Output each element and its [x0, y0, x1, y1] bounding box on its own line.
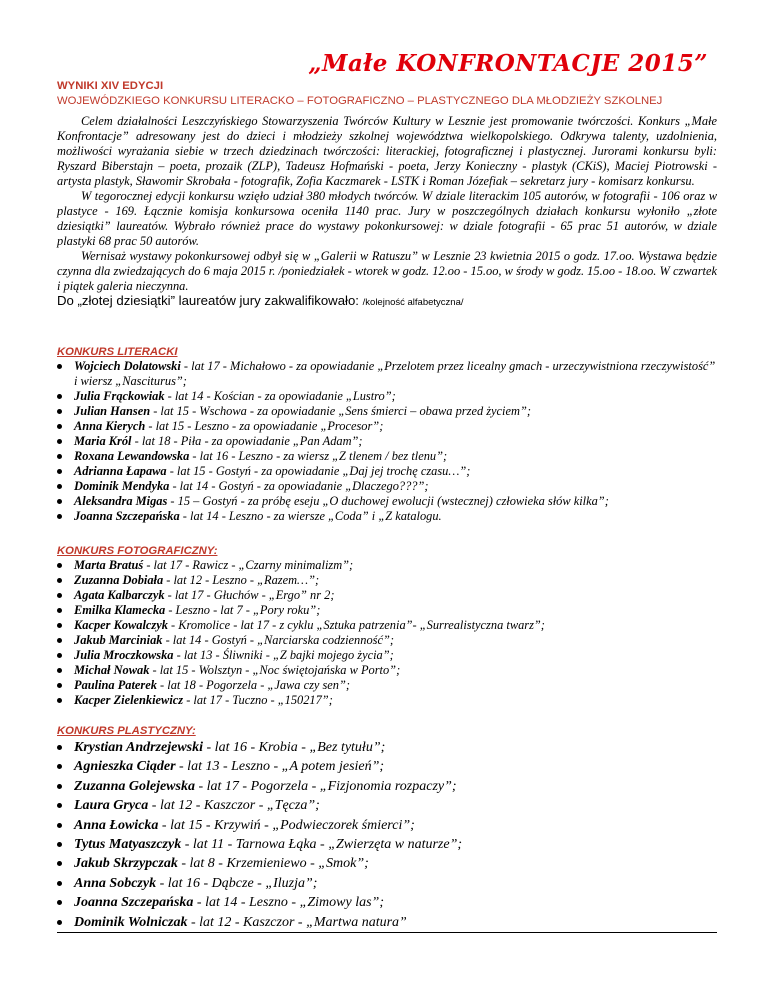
- laureate-details: - 15 – Gostyń - za próbę eseju „O duchowej ewolucji (wstecznej) człowieka słów kilka”;: [167, 494, 609, 508]
- laureate-item: [57, 648, 717, 663]
- laureate-name: Dominik Wolniczak: [74, 914, 188, 930]
- bullet-icon: [57, 424, 62, 429]
- laureate-list: [57, 738, 717, 932]
- laureate-details: - lat 17 - Głuchów - „Ergo” nr 2;: [164, 588, 335, 602]
- laureate-item: [57, 588, 717, 603]
- laureate-name: Laura Gryca: [74, 798, 149, 814]
- laureate-item: [57, 874, 717, 893]
- intro-paragraph: W tegorocznej edycji konkursu wzięło udział 380 młodych twórców. W dziale literackim 105 autorów, w fotografii - 106 oraz w plastyce - 169. Łącznie komisja konkursowa oceniła 1140 prac. Jury w poszczególnych działach konkursu wyłoniło „złote dziesiątki” laureatów. Wybrało również prace do wystawy pokonkursowej: w dziale fotografii - 65 prac 51 autorów, w dziale plastyki 68 prac 50 autorów.: [57, 189, 717, 248]
- laureate-details: - lat 15 - Wolsztyn - „Noc świętojańska w Porto”;: [149, 663, 401, 677]
- laureate-name: Emilka Klamecka: [74, 603, 166, 617]
- section-heading: KONKURS LITERACKI: [57, 346, 178, 358]
- bullet-icon: [57, 900, 62, 905]
- qualified-line: [57, 293, 464, 308]
- laureate-details: - lat 15 - Gostyń - za opowiadanie „Daj jej trochę czasu…”;: [166, 464, 471, 478]
- laureate-name: Joanna Szczepańska: [74, 895, 194, 911]
- laureate-details: - lat 17 - Rawicz - „Czarny minimalizm”;: [143, 558, 354, 572]
- laureate-details: - lat 17 - Tuczno - „150217”;: [183, 693, 333, 707]
- laureate-name: Anna Łowicka: [74, 817, 159, 833]
- laureate-details: - Kromolice - lat 17 - z cyklu „Sztuka patrzenia”- „Surrealistyczna twarz”;: [167, 618, 545, 632]
- laureate-details: - lat 17 - Michałowo - za opowiadanie „Przelotem przez licealny gmach - urzeczywistniona rzeczywistość” i wiersz „Nasciturus”;: [74, 359, 716, 388]
- laureate-item: [57, 854, 717, 873]
- laureate-list: [57, 359, 717, 524]
- laureate-item: [57, 633, 717, 648]
- bullet-icon: [57, 593, 62, 598]
- laureate-item: [57, 434, 717, 449]
- contest-subheading: WOJEWÓDZKIEGO KONKURSU LITERACKO – FOTOGRAFICZNO – PLASTYCZNEGO DLA MŁODZIEŻY SZKOLNEJ: [57, 95, 663, 107]
- bullet-icon: [57, 454, 62, 459]
- bullet-icon: [57, 638, 62, 643]
- bullet-icon: [57, 803, 62, 808]
- laureate-name: Maria Król: [74, 434, 132, 448]
- laureate-name: Zuzanna Golejewska: [74, 778, 195, 794]
- laureate-item: [57, 359, 717, 389]
- bullet-icon: [57, 469, 62, 474]
- laureate-name: Joanna Szczepańska: [74, 509, 180, 523]
- laureate-details: - lat 14 - Leszno - „Zimowy las”;: [193, 895, 384, 911]
- laureate-details: - lat 13 - Leszno - „A potem jesień”;: [175, 759, 385, 775]
- laureate-name: Zuzanna Dobiała: [74, 573, 164, 587]
- laureate-name: Paulina Paterek: [74, 678, 157, 692]
- laureate-item: [57, 404, 717, 419]
- bullet-icon: [57, 439, 62, 444]
- bullet-icon: [57, 764, 62, 769]
- laureate-details: - lat 15 - Leszno - za opowiadanie „Procesor”;: [145, 419, 384, 433]
- qualified-note: /kolejność alfabetyczna/: [362, 297, 464, 308]
- laureate-details: - lat 11 - Tarnowa Łąka - „Zwierzęta w naturze”;: [181, 837, 463, 853]
- bullet-icon: [57, 842, 62, 847]
- laureate-name: Tytus Matyaszczyk: [74, 837, 182, 853]
- laureate-list: [57, 558, 717, 708]
- laureate-name: Krystian Andrzejewski: [74, 740, 204, 755]
- bullet-icon: [57, 394, 62, 399]
- bullet-icon: [57, 578, 62, 583]
- laureate-name: Roxana Lewandowska: [74, 449, 190, 463]
- laureate-item: [57, 738, 717, 757]
- laureate-details: - lat 17 - Pogorzela - „Fizjonomia rozpaczy”;: [194, 778, 457, 794]
- laureate-item: [57, 419, 717, 434]
- bullet-icon: [57, 514, 62, 519]
- laureate-item: [57, 573, 717, 588]
- laureate-details: - lat 12 - Leszno - „Razem…”;: [163, 573, 320, 587]
- bottom-divider: [57, 932, 717, 933]
- intro-paragraph: Celem działalności Leszczyńskiego Stowarzyszenia Twórców Kultury w Lesznie jest promowanie twórczości. Konkurs „Małe Konfrontacje” adresowany jest do dzieci i młodzieży szkolnej województwa wielkopolskiego. Odkrywa talenty, uzdolnienia, możliwości wyrażania siebie w trzech dziedzinach twórczości: literackiej, fotograficznej i plastycznej. Jurorami konkursu byli: Ryszard Biberstajn – poeta, prozaik (ZLP), Tadeusz Hofmański - poeta, Jerzy Konieczny - plastyk (CKiS), Maciej Piotrowski - artysta plastyk, Sławomir Skrobała - fotografik, Zofia Kaczmarek - LSTK i Roman Józefiak – sekretarz jury - komisarz konkursu.: [57, 114, 717, 188]
- section-heading: KONKURS PLASTYCZNY:: [57, 725, 196, 737]
- laureate-name: Kacper Zielenkiewicz: [74, 693, 184, 707]
- bullet-icon: [57, 683, 62, 688]
- laureate-details: - lat 18 - Piła - za opowiadanie „Pan Adam”;: [131, 434, 363, 448]
- laureate-details: - lat 12 - Kaszczor - „Tęcza”;: [148, 798, 320, 814]
- laureate-name: Jakub Marciniak: [74, 633, 163, 647]
- laureate-name: Julian Hansen: [74, 404, 151, 418]
- laureate-item: [57, 693, 717, 708]
- laureate-details: - lat 14 - Kościan - za opowiadanie „Lustro”;: [164, 389, 396, 403]
- laureate-details: - lat 14 - Gostyń - za opowiadanie „Dlaczego???”;: [169, 479, 429, 493]
- laureate-name: Michał Nowak: [74, 663, 150, 677]
- bullet-icon: [57, 409, 62, 414]
- laureate-name: Adrianna Łapawa: [74, 464, 167, 478]
- laureate-item: [57, 663, 717, 678]
- qualified-text: Do „złotej dziesiątki” laureatów jury zakwalifikowało:: [57, 293, 359, 308]
- laureate-name: Dominik Mendyka: [74, 479, 170, 493]
- laureate-details: - lat 15 - Wschowa - za opowiadanie „Sens śmierci – obawa przed życiem”;: [150, 404, 531, 418]
- laureate-name: Julia Mroczkowska: [74, 648, 174, 662]
- document-title: „Małe KONFRONTACJE 2015”: [308, 50, 708, 77]
- laureate-item: [57, 678, 717, 693]
- laureate-item: [57, 464, 717, 479]
- laureate-details: - lat 8 - Krzemieniewo - „Smok”;: [177, 856, 369, 872]
- bullet-icon: [57, 698, 62, 703]
- laureate-item: [57, 479, 717, 494]
- laureate-details: - lat 18 - Pogorzela - „Jawa czy sen”;: [156, 678, 351, 692]
- laureate-details: - lat 12 - Kaszczor - „Martwa natura”: [187, 914, 407, 930]
- bullet-icon: [57, 881, 62, 886]
- laureate-name: Agnieszka Ciąder: [74, 759, 176, 775]
- section-literary: [57, 345, 717, 524]
- laureate-item: [57, 618, 717, 633]
- bullet-icon: [57, 623, 62, 628]
- laureate-item: [57, 558, 717, 573]
- laureate-name: Marta Bratuś: [74, 558, 144, 572]
- laureate-name: Anna Kierych: [74, 419, 146, 433]
- intro-text: [57, 114, 717, 294]
- laureate-item: [57, 494, 717, 509]
- intro-paragraph: Wernisaż wystawy pokonkursowej odbył się w „Galerii w Ratuszu” w Lesznie 23 kwietnia 2015 o godz. 17.oo. Wystawa będzie czynna dla zwiedzających do 6 maja 2015 r. /poniedziałek - wtorek w godz. 12.oo - 15.oo, w środy w godz. 15.oo - 18.oo. W czwartek i piątek galeria nieczynna.: [57, 249, 717, 293]
- bullet-icon: [57, 784, 62, 789]
- bullet-icon: [57, 745, 62, 750]
- bullet-icon: [57, 668, 62, 673]
- laureate-details: - lat 16 - Dąbcze - „Iluzja”;: [156, 875, 318, 891]
- bullet-icon: [57, 653, 62, 658]
- bullet-icon: [57, 823, 62, 828]
- laureate-item: [57, 893, 717, 912]
- laureate-item: [57, 796, 717, 815]
- laureate-name: Agata Kalbarczyk: [74, 588, 165, 602]
- laureate-details: - lat 15 - Krzywiń - „Podwieczorek śmierci”;: [158, 817, 415, 833]
- laureate-details: - lat 14 - Gostyń - „Narciarska codzienność”;: [162, 633, 394, 647]
- laureate-details: - Leszno - lat 7 - „Pory roku”;: [165, 603, 321, 617]
- laureate-item: [57, 757, 717, 776]
- laureate-name: Kacper Kowalczyk: [74, 618, 168, 632]
- laureate-item: [57, 603, 717, 618]
- laureate-item: [57, 816, 717, 835]
- section-photographic: [57, 544, 717, 708]
- laureate-details: - lat 16 - Leszno - za wiersz „Z tlenem / bez tlenu”;: [189, 449, 448, 463]
- laureate-item: [57, 449, 717, 464]
- laureate-item: [57, 913, 717, 932]
- bullet-icon: [57, 484, 62, 489]
- bullet-icon: [57, 364, 62, 369]
- laureate-name: Wojciech Dolatowski: [74, 359, 181, 373]
- laureate-name: Aleksandra Migas: [74, 494, 168, 508]
- laureate-item: [57, 509, 717, 524]
- bullet-icon: [57, 608, 62, 613]
- laureate-item: [57, 389, 717, 404]
- laureate-name: Anna Sobczyk: [74, 875, 157, 891]
- laureate-name: Jakub Skrzypczak: [74, 856, 178, 872]
- laureate-item: [57, 835, 717, 854]
- laureate-name: Julia Frąckowiak: [74, 389, 165, 403]
- results-heading: WYNIKI XIV EDYCJI: [57, 80, 164, 92]
- laureate-item: [57, 777, 717, 796]
- laureate-details: - lat 13 - Śliwniki - „Z bajki mojego życia”;: [173, 648, 394, 662]
- bullet-icon: [57, 563, 62, 568]
- laureate-details: - lat 14 - Leszno - za wiersze „Coda” i „Z katalogu.: [179, 509, 442, 523]
- section-heading: KONKURS FOTOGRAFICZNY:: [57, 545, 218, 557]
- laureate-details: - lat 16 - Krobia - „Bez tytułu”;: [203, 740, 386, 755]
- section-art: [57, 724, 717, 932]
- bullet-icon: [57, 861, 62, 866]
- bullet-icon: [57, 920, 62, 925]
- bullet-icon: [57, 499, 62, 504]
